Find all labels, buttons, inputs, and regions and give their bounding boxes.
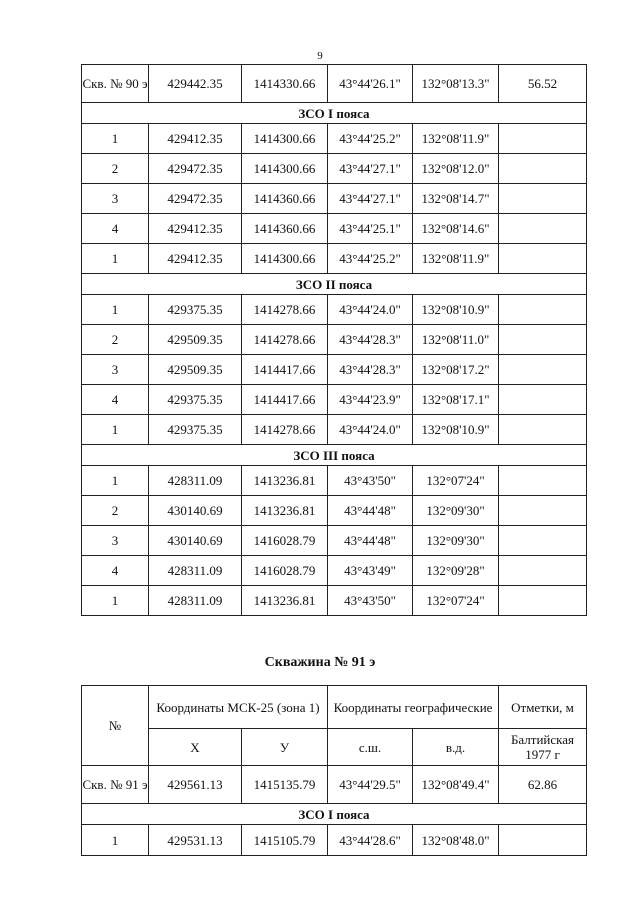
table-cell: 43°43'49" <box>328 556 413 586</box>
table-cell: 43°44'27.1" <box>328 154 413 184</box>
table-cell: Скв. № 90 э <box>82 65 149 103</box>
table-cell: 429442.35 <box>149 65 242 103</box>
table-row <box>82 184 587 214</box>
table-cell: 43°44'29.5" <box>328 766 413 804</box>
table-cell: 1414417.66 <box>242 355 328 385</box>
section-row <box>82 103 587 124</box>
table-cell: 1 <box>82 244 149 274</box>
header-coords-geo: Координаты географические <box>328 686 499 729</box>
table-cell: 1414300.66 <box>242 154 328 184</box>
section-heading: ЗСО III пояса <box>82 445 587 466</box>
coordinates-table-well-90 <box>81 64 587 616</box>
table-cell: 1414360.66 <box>242 214 328 244</box>
table-cell <box>499 184 587 214</box>
table-row <box>82 526 587 556</box>
table-cell: 43°44'24.0" <box>328 295 413 325</box>
table-cell <box>499 325 587 355</box>
table-cell: 43°44'28.3" <box>328 325 413 355</box>
section-row <box>82 445 587 466</box>
table-row <box>82 325 587 355</box>
section-heading: ЗСО I пояса <box>82 804 587 825</box>
table-cell: 1 <box>82 825 149 856</box>
table-cell: 43°44'28.3" <box>328 355 413 385</box>
table-cell: 132°08'11.9" <box>413 244 499 274</box>
table-cell: 2 <box>82 496 149 526</box>
table-cell <box>499 295 587 325</box>
table-cell: 43°44'23.9" <box>328 385 413 415</box>
table-cell: 132°08'49.4" <box>413 766 499 804</box>
table-cell: 3 <box>82 526 149 556</box>
table-cell: 132°08'17.2" <box>413 355 499 385</box>
table-cell: 132°07'24" <box>413 586 499 616</box>
coordinates-table-well-91 <box>81 685 587 856</box>
table-cell: 430140.69 <box>149 526 242 556</box>
table-cell: 43°44'25.2" <box>328 124 413 154</box>
table-cell: 1413236.81 <box>242 586 328 616</box>
header-marks: Отметки, м <box>499 686 587 729</box>
table-cell: 1414300.66 <box>242 124 328 154</box>
table-cell <box>499 355 587 385</box>
table-cell: 132°08'17.1" <box>413 385 499 415</box>
table-cell: 43°43'50" <box>328 586 413 616</box>
page-number: 9 <box>317 50 323 62</box>
header-number: № <box>82 686 149 766</box>
table-cell: 1414278.66 <box>242 325 328 355</box>
section-heading: ЗСО I пояса <box>82 103 587 124</box>
table-cell: 1416028.79 <box>242 556 328 586</box>
table-cell: 132°07'24" <box>413 466 499 496</box>
table-cell: 1415105.79 <box>242 825 328 856</box>
table-row <box>82 825 587 856</box>
table-row <box>82 466 587 496</box>
table-cell: 2 <box>82 325 149 355</box>
table-row <box>82 214 587 244</box>
header-x: X <box>149 729 242 766</box>
table-cell <box>499 526 587 556</box>
table-cell: 429472.35 <box>149 154 242 184</box>
table-row <box>82 124 587 154</box>
table-cell: 1413236.81 <box>242 466 328 496</box>
section-row <box>82 274 587 295</box>
table-cell: 43°44'25.2" <box>328 244 413 274</box>
table-cell <box>499 154 587 184</box>
well-row <box>82 65 587 103</box>
table-cell: 56.52 <box>499 65 587 103</box>
table-row <box>82 385 587 415</box>
header-coords-msk: Координаты МСК-25 (зона 1) <box>149 686 328 729</box>
table-cell <box>499 415 587 445</box>
table-row <box>82 415 587 445</box>
table-cell: 428311.09 <box>149 586 242 616</box>
table-cell: 132°08'11.0" <box>413 325 499 355</box>
table-cell: 1413236.81 <box>242 496 328 526</box>
table-cell: 1414300.66 <box>242 244 328 274</box>
table-cell: 132°08'12.0" <box>413 154 499 184</box>
table-cell: 43°44'25.1" <box>328 214 413 244</box>
table-cell: 132°08'11.9" <box>413 124 499 154</box>
table-cell <box>499 214 587 244</box>
table-cell: 429509.35 <box>149 355 242 385</box>
section-row <box>82 804 587 825</box>
table-cell: 428311.09 <box>149 556 242 586</box>
table-cell: 132°09'30" <box>413 496 499 526</box>
table-cell: 4 <box>82 214 149 244</box>
table-cell: 132°08'13.3" <box>413 65 499 103</box>
table-cell: 132°08'14.6" <box>413 214 499 244</box>
table-cell: 429412.35 <box>149 214 242 244</box>
table-cell: 1 <box>82 466 149 496</box>
table-cell <box>499 586 587 616</box>
table-row <box>82 556 587 586</box>
table-cell: 132°08'14.7" <box>413 184 499 214</box>
table-cell: 429561.13 <box>149 766 242 804</box>
table-cell: 3 <box>82 355 149 385</box>
table-cell: 430140.69 <box>149 496 242 526</box>
table-cell: 1415135.79 <box>242 766 328 804</box>
table-cell: 429375.35 <box>149 415 242 445</box>
table-row <box>82 355 587 385</box>
table-cell: 132°09'28" <box>413 556 499 586</box>
table-cell: Скв. № 91 э <box>82 766 149 804</box>
table-cell: 1416028.79 <box>242 526 328 556</box>
table-cell: 3 <box>82 184 149 214</box>
table-cell: 62.86 <box>499 766 587 804</box>
table-cell: 429472.35 <box>149 184 242 214</box>
table-cell: 2 <box>82 154 149 184</box>
table-cell: 132°08'48.0" <box>413 825 499 856</box>
table-cell: 4 <box>82 385 149 415</box>
table-cell <box>499 496 587 526</box>
table-cell: 428311.09 <box>149 466 242 496</box>
table-cell: 1414417.66 <box>242 385 328 415</box>
header-baltic: Балтийская 1977 г <box>499 729 587 766</box>
header-lat: с.ш. <box>328 729 413 766</box>
table-cell <box>499 466 587 496</box>
table-cell: 1414278.66 <box>242 415 328 445</box>
section-heading: ЗСО II пояса <box>82 274 587 295</box>
table-cell: 1 <box>82 295 149 325</box>
table-cell: 132°08'10.9" <box>413 295 499 325</box>
well-row <box>82 766 587 804</box>
table-cell <box>499 124 587 154</box>
table-cell: 429375.35 <box>149 295 242 325</box>
table-cell: 43°44'24.0" <box>328 415 413 445</box>
table-cell: 1 <box>82 586 149 616</box>
table-row <box>82 295 587 325</box>
section-title-well-91: Скважина № 91 э <box>264 655 376 670</box>
table-row <box>82 586 587 616</box>
header-lon: в.д. <box>413 729 499 766</box>
table-cell: 43°44'48" <box>328 496 413 526</box>
table-cell: 1414330.66 <box>242 65 328 103</box>
table-cell: 4 <box>82 556 149 586</box>
table-cell: 43°43'50" <box>328 466 413 496</box>
table-cell <box>499 825 587 856</box>
table-cell: 43°44'26.1" <box>328 65 413 103</box>
table-cell: 429509.35 <box>149 325 242 355</box>
table-cell: 43°44'27.1" <box>328 184 413 214</box>
table-cell: 429412.35 <box>149 244 242 274</box>
table-cell: 429375.35 <box>149 385 242 415</box>
table-cell: 132°08'10.9" <box>413 415 499 445</box>
table-cell: 1414278.66 <box>242 295 328 325</box>
table-row <box>82 154 587 184</box>
table-cell: 132°09'30" <box>413 526 499 556</box>
table-cell: 1 <box>82 124 149 154</box>
table-cell: 43°44'28.6" <box>328 825 413 856</box>
table-cell: 1 <box>82 415 149 445</box>
table-cell: 429531.13 <box>149 825 242 856</box>
header-y: У <box>242 729 328 766</box>
table-cell: 43°44'48" <box>328 526 413 556</box>
table-cell: 429412.35 <box>149 124 242 154</box>
table-cell <box>499 244 587 274</box>
table-cell <box>499 385 587 415</box>
table-row <box>82 496 587 526</box>
table-cell: 1414360.66 <box>242 184 328 214</box>
table-row <box>82 244 587 274</box>
table-cell <box>499 556 587 586</box>
